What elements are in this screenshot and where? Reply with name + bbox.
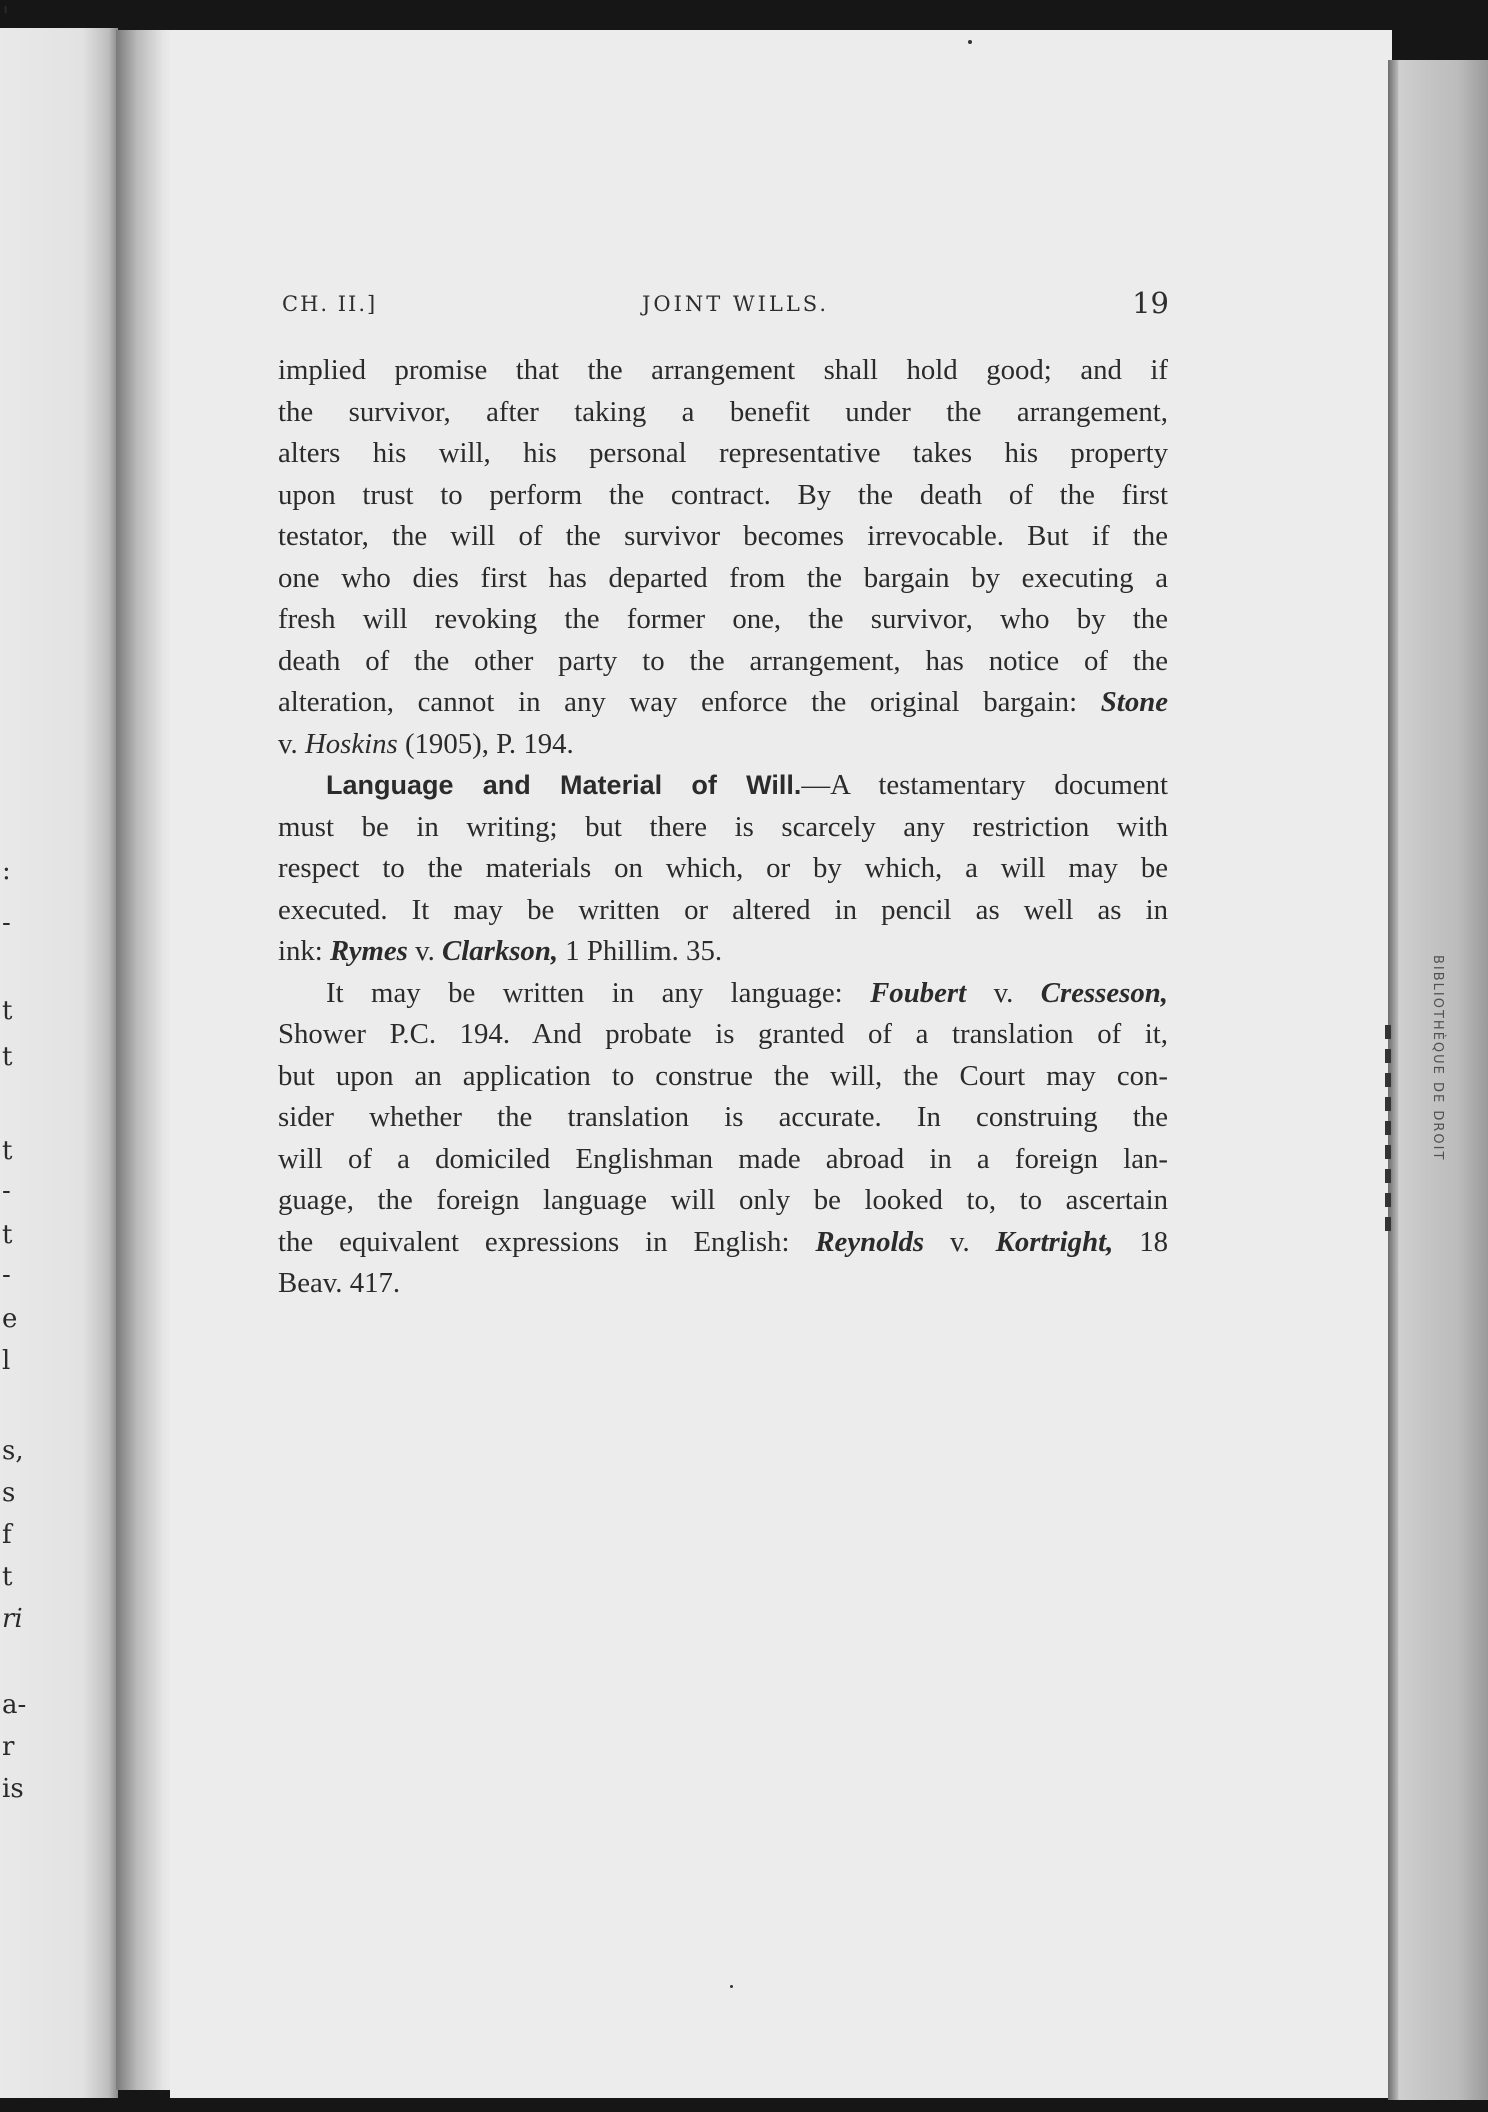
case-citation: Reynolds (815, 1225, 925, 1258)
case-citation: Kortright, (995, 1225, 1114, 1258)
section-title: JOINT WILLS. (642, 292, 830, 316)
page-body (278, 350, 1168, 1305)
text-line (278, 1222, 1168, 1264)
chapter-label: CH. II.] (282, 292, 378, 316)
page-fragment: s (2, 1478, 16, 1508)
text-line: executed. It may be written or altered in pencil as well as in (278, 893, 1168, 926)
text-line: testator, the will of the survivor becomes irrevocable. But if the (278, 520, 1168, 552)
text-segment: It may be written in any language: (326, 976, 843, 1009)
text-line: Beav. 417. (278, 1267, 401, 1299)
text-line: respect to the materials on which, or by which, a will may be (278, 852, 1168, 884)
page-fragment: s, (2, 1436, 24, 1466)
text-line: guage, the foreign language will only be looked to, to ascertain (278, 1184, 1168, 1216)
page-fragment: ri (2, 1604, 23, 1634)
text-line (278, 973, 1168, 1015)
paragraph (278, 765, 1168, 973)
text-segment: ink: (278, 935, 323, 967)
text-line: must be in writing; but there is scarcely any restriction with (278, 810, 1168, 843)
text-segment: —A testamentary document (801, 769, 1168, 801)
page-fragment: e (2, 1304, 18, 1334)
page-fragment: - (2, 1260, 11, 1290)
page-fragment: t (2, 996, 13, 1026)
page-fragment: t (2, 1042, 13, 1072)
page-fragment: t (2, 1220, 13, 1250)
book-gutter-shadow (116, 30, 176, 2090)
page-fragment: t (2, 1136, 13, 1166)
case-citation: Stone (1100, 686, 1169, 718)
page-fragment: r (2, 1732, 15, 1762)
text-line: upon trust to perform the contract. By the death of the first (278, 478, 1168, 511)
page-fragment: : (2, 856, 11, 886)
text-line (278, 724, 1168, 766)
page-fragment: f (2, 1520, 12, 1550)
running-head (282, 288, 1169, 324)
paragraph (278, 973, 1168, 1305)
text-line: one who dies first has departed from the bargain by executing a (278, 561, 1168, 594)
page-fragment: l (2, 1346, 11, 1376)
library-stamp (1405, 955, 1455, 1375)
text-line: death of the other party to the arrangement, has notice of the (278, 644, 1168, 677)
text-line (278, 682, 1168, 724)
page-fragment: is (2, 1774, 24, 1804)
case-citation: Rymes (330, 935, 408, 967)
text-line: sider whether the translation is accurate. In construing the (278, 1101, 1168, 1133)
text-line: fresh will revoking the former one, the survivor, who by the (278, 603, 1168, 635)
section-heading: Language and Material of Will. (326, 770, 802, 800)
text-segment: the equivalent expressions in English: (278, 1225, 790, 1258)
paragraph (278, 350, 1168, 765)
text-line (278, 931, 1168, 973)
text-segment: 1 Phillim. 35. (565, 935, 723, 967)
text-segment: v. (993, 976, 1014, 1009)
dust-speck (968, 40, 972, 44)
text-line: alters his will, his personal representative takes his property (278, 437, 1168, 469)
case-citation: Clarkson, (442, 935, 559, 967)
text-segment: (1905), P. 194. (404, 727, 574, 760)
case-citation: Cresseson, (1040, 976, 1168, 1009)
previous-page-edge (0, 2, 118, 2098)
text-segment: v. (278, 727, 298, 760)
text-line: implied promise that the arrangement shall hold good; and if (278, 354, 1168, 386)
library-stamp-text: BIBLIOTHÈQUE DE DROIT (1430, 955, 1445, 1162)
text-segment: 18 (1139, 1225, 1168, 1258)
text-segment: alteration, cannot in any way enforce the original bargain: (278, 686, 1078, 718)
page-fragment: ' (2, 2, 10, 32)
text-line (278, 765, 1168, 807)
text-line: will of a domiciled Englishman made abroad in a foreign lan- (278, 1142, 1168, 1175)
page-fragment: - (2, 1176, 11, 1206)
text-line: the survivor, after taking a benefit under the arrangement, (278, 395, 1168, 428)
page-fragment: - (2, 908, 11, 938)
page-fragment: t (2, 1562, 13, 1592)
text-segment: v. (950, 1225, 970, 1258)
dust-speck (730, 1985, 733, 1988)
library-stamp-mark (1385, 1025, 1391, 1235)
page-fragment: a- (2, 1690, 27, 1720)
page-number: 19 (1132, 286, 1169, 320)
case-citation: Foubert (870, 976, 967, 1009)
text-line: but upon an application to construe the will, the Court may con- (278, 1059, 1168, 1092)
case-citation: Hoskins (304, 727, 398, 760)
text-segment: v. (415, 935, 435, 967)
text-line: Shower P.C. 194. And probate is granted of a translation of it, (278, 1018, 1168, 1050)
